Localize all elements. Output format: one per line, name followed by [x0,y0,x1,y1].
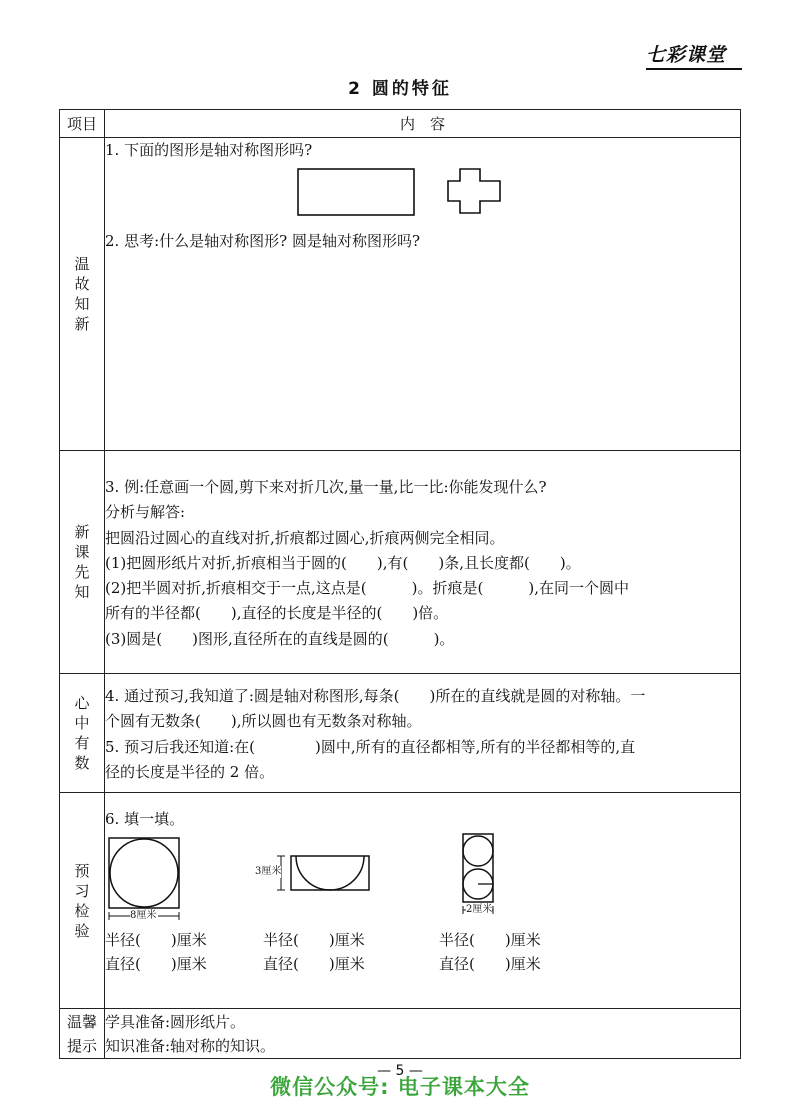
fig1-radius: 半径( )厘米 [105,931,207,950]
fig2-radius: 半径( )厘米 [263,931,365,950]
dimension-label-2: 3厘米 [255,866,282,878]
fig3-radius: 半径( )厘米 [439,931,541,950]
analysis-line-3: (2)把半圆对折,折痕相交于一点,这点是( )。折痕是( ),在同一个圆中 [105,579,629,598]
section-tips [105,1009,741,1059]
reflection-line-1: 4. 通过预习,我知道了:圆是轴对称图形,每条( )所在的直线就是圆的对称轴。一 [105,687,646,705]
watermark: 微信公众号: 电子课本大全 [270,1075,530,1099]
tips-line-2: 知识准备:轴对称的知识。 [105,1037,276,1055]
question-1: 1. 下面的图形是轴对称图形吗? [105,141,313,159]
symmetry-figures [294,165,594,227]
lesson-table [59,109,741,1059]
question-2: 2. 思考:什么是轴对称图形? 圆是轴对称图形吗? [105,232,420,251]
section-review [105,138,741,451]
header-item: 项目 [60,110,105,138]
page-number: — 5 — [377,1063,423,1079]
tips-line-1: 学具准备:圆形纸片。 [105,1013,246,1031]
section-check [105,793,741,1009]
section-label-review: 温故知新 [60,138,105,451]
section-reflection [105,674,741,793]
section-label-tips: 温馨提示 [60,1009,105,1059]
analysis-line-4: 所有的半径都( ),直径的长度是半径的( )倍。 [105,604,449,623]
fig3-diameter: 直径( )厘米 [439,955,541,974]
analysis-line-1: 把圆沿过圆心的直线对折,折痕都过圆心,折痕两侧完全相同。 [105,528,505,547]
dimension-label-3: 2厘米 [466,904,493,916]
analysis-line-5: (3)圆是( )图形,直径所在的直线是圆的( )。 [105,629,455,648]
section-new-lesson [105,451,741,674]
reflection-line-4: 径的长度是半径的 2 倍。 [105,762,275,781]
fig2-diameter: 直径( )厘米 [263,955,365,974]
answer-rows [105,924,740,976]
rectangle-figure [298,169,414,215]
figure-row [105,832,740,924]
reflection-line-3: 5. 预习后我还知道:在( )圆中,所有的直径都相等,所有的半径都相等的,直 [105,737,636,756]
cross-figure [448,169,500,213]
analysis-line-2: (1)把圆形纸片对折,折痕相当于圆的( ),有( )条,且长度都( )。 [105,553,581,572]
header-content: 内 容 [105,110,741,138]
section-label-new-lesson: 新课先知 [60,451,105,674]
brand-logo: 七彩课堂 [646,44,742,70]
page-title: 2 圆的特征 [348,79,452,99]
dimension-label-1: 8厘米 [130,910,157,922]
question-6: 6. 填一填。 [105,810,185,828]
fig1-diameter: 直径( )厘米 [105,955,207,974]
analysis-heading: 分析与解答: [105,503,186,522]
question-3: 3. 例:任意画一个圆,剪下来对折几次,量一量,比一比:你能发现什么? [105,478,547,496]
reflection-line-2: 个圆有无数条( ),所以圆也有无数条对称轴。 [105,712,422,731]
section-label-reflection: 心中有数 [60,674,105,793]
section-label-check: 预习检验 [60,793,105,1009]
